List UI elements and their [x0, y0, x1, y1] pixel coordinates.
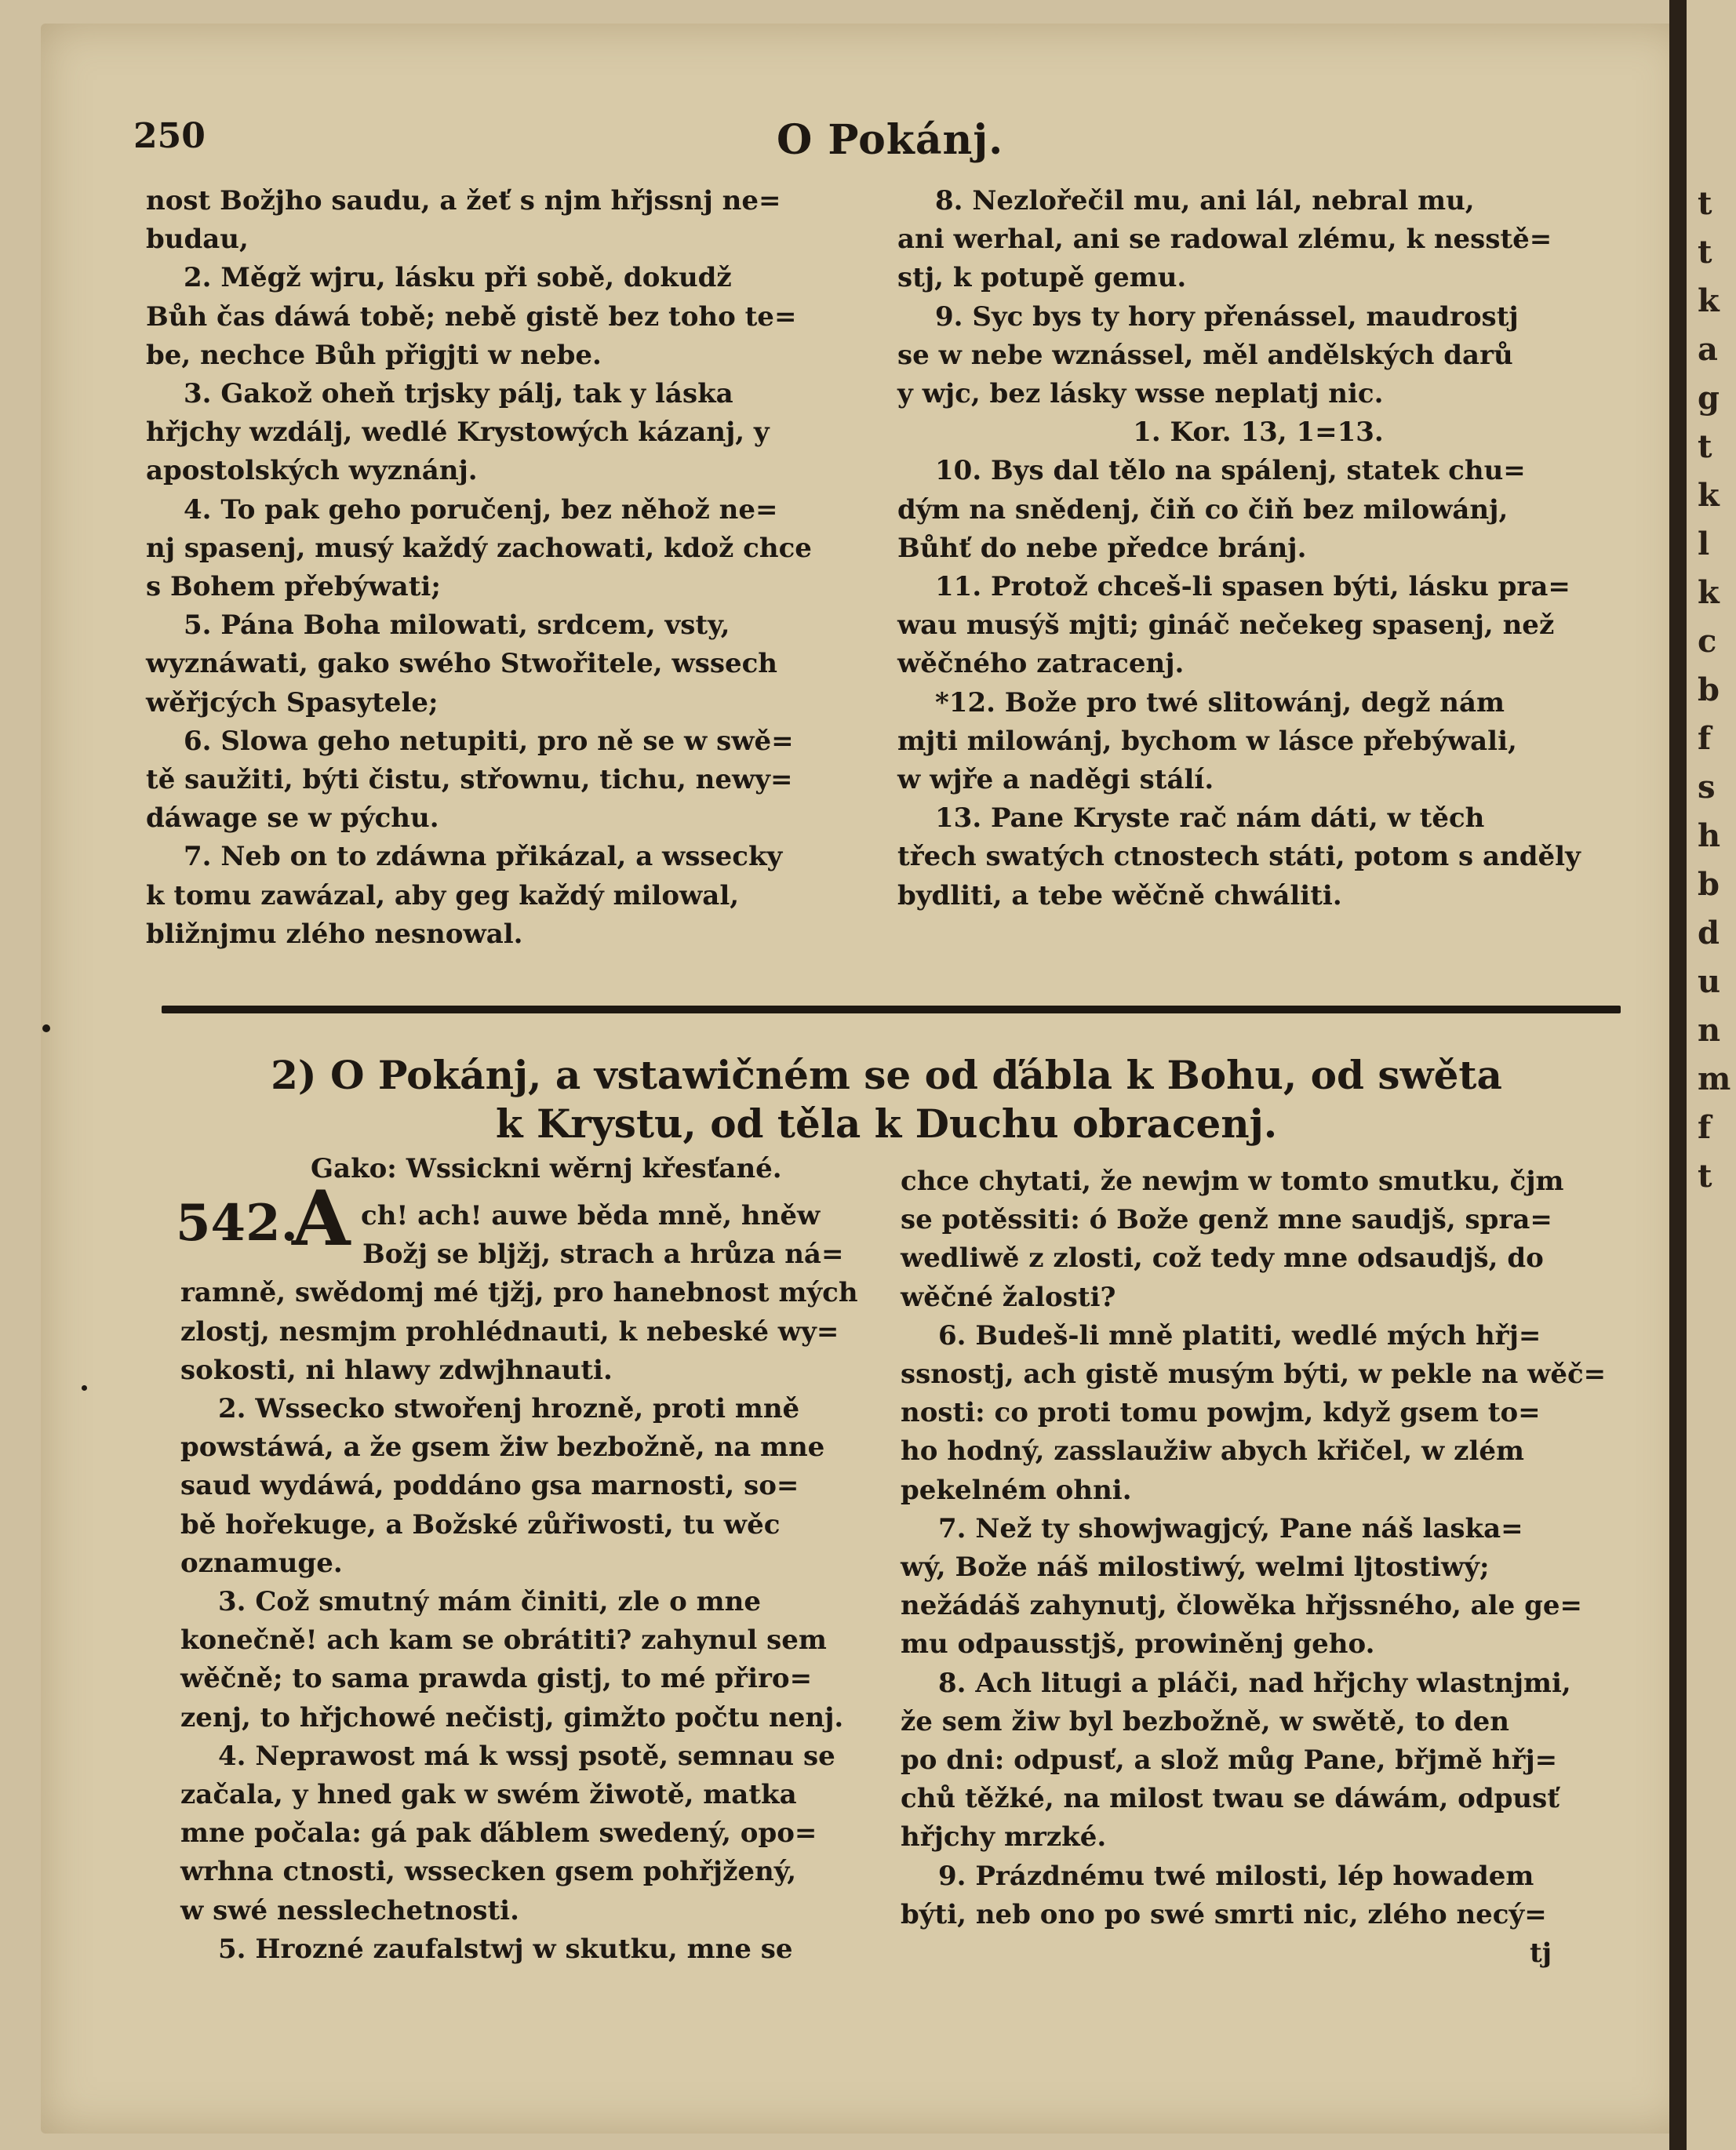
text-line: sokosti, ni hlawy zdwjhnauti.	[180, 1354, 613, 1386]
text-line: Božj se bljžj, strach a hrůza ná=	[362, 1239, 844, 1271]
text-line: saud wydáwá, poddáno gsa marnosti, so=	[180, 1470, 799, 1502]
section-title	[157, 1051, 1616, 1148]
text-line: wěřjcých Spasytele;	[146, 686, 439, 718]
text-line: 2. Wssecko stwořenj hrozně, proti mně	[218, 1393, 800, 1425]
margin-dot	[82, 1385, 87, 1391]
text-line: 11. Protož chceš-li spasen býti, lásku pra=	[935, 571, 1570, 603]
text-line: ho hodný, zasslaužiw abych křičel, w zlém	[901, 1435, 1524, 1468]
text-line: mne počala: gá pak ďáblem swedený, opo=	[180, 1817, 817, 1850]
text-line: nosti: co proti tomu powjm, když gsem to=	[901, 1397, 1541, 1429]
next-page-fragment: u	[1698, 963, 1721, 1000]
book-gutter	[1669, 0, 1687, 2150]
text-line: wedliwě z zlosti, což tedy mne odsaudjš, do	[901, 1242, 1544, 1275]
text-line: 13. Pane Kryste rač nám dáti, w těch	[935, 802, 1485, 835]
text-line: wyznáwati, gako swého Stwořitele, wssech	[146, 648, 778, 680]
drop-cap: A	[292, 1174, 351, 1263]
melody-reference: Gako: Wssickni wěrnj křesťané.	[311, 1153, 782, 1184]
text-line: Bůhť do nebe předce bránj.	[897, 532, 1307, 564]
next-page-fragment: l	[1698, 526, 1710, 562]
text-line: 2. Měgž wjru, lásku při sobě, dokudž	[184, 262, 732, 294]
text-line: se potěssiti: ó Bože genž mne saudjš, spra=	[901, 1204, 1552, 1236]
text-line: w swé nesslechetnosti.	[180, 1894, 519, 1926]
text-line: tj	[1529, 1937, 1552, 1970]
text-line: 10. Bys dal tělo na spálenj, statek chu=	[935, 455, 1526, 487]
running-title: O Pokánj.	[777, 116, 1004, 164]
page-header	[133, 116, 1624, 171]
text-line: hřjchy wzdálj, wedlé Krystowých kázanj, y	[146, 417, 770, 449]
next-page-fragment: t	[1698, 1158, 1712, 1195]
next-page-edge	[1687, 0, 1736, 2150]
text-line: konečně! ach kam se obrátiti? zahynul sem	[180, 1624, 827, 1657]
text-line: 8. Nezlořečil mu, ani lál, nebral mu,	[935, 185, 1475, 216]
margin-dot	[42, 1024, 50, 1032]
text-line: 6. Budeš-li mně platiti, wedlé mých hřj=	[938, 1319, 1541, 1351]
next-page-fragment: k	[1698, 282, 1720, 319]
section-title-line-1: 2) O Pokánj, a vstawičném se od ďábla k Bohu, od swěta	[271, 1052, 1502, 1098]
next-page-fragment: t	[1698, 428, 1712, 465]
text-line: začala, y hned gak w swém žiwotě, matka	[180, 1779, 797, 1811]
next-page-fragment: g	[1698, 380, 1720, 417]
text-line: powstáwá, a že gsem žiw bezbožně, na mne	[180, 1432, 825, 1464]
text-line: ramně, swědomj mé tjžj, pro hanebnost mých	[180, 1277, 858, 1309]
text-line: wrhna ctnosti, wssecken gsem pohřjžený,	[180, 1856, 797, 1888]
text-line: 9. Syc bys ty hory přenássel, maudrostj	[935, 300, 1519, 333]
text-line: 9. Prázdnému twé milosti, lép howadem	[938, 1860, 1534, 1892]
text-line: 7. Než ty showjwagjcý, Pane náš laska=	[938, 1512, 1523, 1544]
hymn-number: 542.	[176, 1194, 298, 1253]
next-page-fragment: s	[1698, 769, 1716, 806]
text-line: nost Božjho saudu, a žeť s njm hřjssnj ne=	[146, 185, 781, 216]
bottom-left-column	[180, 1197, 879, 1969]
text-line: wěčně; to sama prawda gistj, to mé přiro=	[180, 1663, 813, 1695]
next-page-fragment: f	[1698, 720, 1712, 757]
text-line: w wjře a naděgi stálí.	[897, 764, 1214, 796]
text-line: 3. Gakož oheň trjsky pálj, tak y láska	[184, 378, 733, 410]
text-line: wěčné žalosti?	[901, 1281, 1116, 1313]
next-page-fragment: k	[1698, 477, 1720, 514]
text-line: y wjc, bez lásky wsse neplatj nic.	[897, 378, 1384, 410]
text-line: třech swatých ctnostech státi, potom s anděly	[897, 841, 1581, 873]
text-line: 4. To pak geho poručenj, bez něhož ne=	[184, 493, 778, 526]
text-line: dým na snědenj, čiň co čiň bez milowánj,	[897, 493, 1509, 526]
top-right-column	[897, 182, 1619, 915]
text-line: býti, neb ono po swé smrti nic, zlého necý=	[901, 1898, 1547, 1930]
next-page-fragment: t	[1698, 185, 1712, 222]
text-line: dáwage se w pýchu.	[146, 802, 439, 835]
bottom-right-column	[901, 1162, 1607, 1973]
top-left-column	[146, 182, 868, 954]
page-number: 250	[133, 116, 206, 156]
text-line: ani werhal, ani se radowal zlému, k nesstě=	[897, 224, 1552, 256]
text-line: 1. Kor. 13, 1=13.	[1133, 417, 1384, 449]
next-page-fragment: k	[1698, 574, 1720, 611]
text-line: bě hořekuge, a Božské zůřiwosti, tu wěc	[180, 1508, 781, 1541]
text-line: mjti milowánj, bychom w lásce přebýwali,	[897, 725, 1517, 757]
section-title-line-2: k Krystu, od těla k Duchu obracenj.	[495, 1100, 1278, 1147]
text-line: nj spasenj, musý každý zachowati, kdož chce	[146, 532, 812, 564]
text-line: ch! ach! auwe běda mně, hněw	[361, 1200, 821, 1231]
text-line: oznamuge.	[180, 1547, 343, 1579]
text-line: že sem žiw byl bezbožně, w swětě, to den	[901, 1705, 1509, 1737]
next-page-fragment: h	[1698, 817, 1721, 854]
text-line: Bůh čas dáwá tobě; nebě gistě bez toho te=	[146, 300, 797, 333]
text-line: k tomu zawázal, aby geg každý milowal,	[146, 879, 740, 911]
text-line: hřjchy mrzké.	[901, 1821, 1107, 1854]
text-line: wau musýš mjti; gináč nečekeg spasenj, než	[897, 609, 1555, 642]
text-line: po dni: odpusť, a slož můg Pane, břjmě hřj=	[901, 1744, 1558, 1777]
text-line: apostolských wyznánj.	[146, 455, 478, 487]
text-line: se w nebe wznássel, měl andělských darů	[897, 339, 1513, 371]
text-line: 3. Což smutný mám činiti, zle o mne	[218, 1586, 761, 1618]
text-line: chce chytati, že newjm w tomto smutku, čjm	[901, 1166, 1564, 1197]
text-line: chů těžké, na milost twau se dáwám, odpusť	[901, 1783, 1559, 1815]
text-line: budau,	[146, 224, 249, 256]
section-divider	[162, 1006, 1621, 1013]
text-line: 4. Neprawost má k wssj psotě, semnau se	[218, 1740, 835, 1772]
next-page-fragment: n	[1698, 1012, 1721, 1049]
next-page-fragment: t	[1698, 234, 1712, 271]
text-line: tě saužiti, býti čistu, střownu, tichu, newy=	[146, 764, 793, 796]
text-line: mu odpausstjš, prowiněnj geho.	[901, 1628, 1375, 1661]
text-line: zlostj, nesmjm prohlédnauti, k nebeské wy=	[180, 1315, 839, 1348]
text-line: 5. Hrozné zaufalstwj w skutku, mne se	[218, 1933, 793, 1965]
text-line: pekelném ohni.	[901, 1474, 1132, 1506]
text-line: nežádáš zahynutj, člowěka hřjssného, ale ge=	[901, 1590, 1582, 1622]
next-page-fragment: c	[1698, 623, 1717, 660]
text-line: stj, k potupě gemu.	[897, 262, 1187, 294]
next-page-fragment: f	[1698, 1109, 1712, 1146]
next-page-fragment: b	[1698, 671, 1720, 708]
text-line: s Bohem přebýwati;	[146, 571, 441, 603]
text-line: 6. Slowa geho netupiti, pro ně se w swě=	[184, 725, 794, 757]
text-line: bližnjmu zlého nesnowal.	[146, 918, 523, 950]
text-line: *12. Bože pro twé slitowánj, degž nám	[935, 686, 1505, 718]
text-line: be, nechce Bůh přigjti w nebe.	[146, 339, 602, 371]
next-page-fragment: b	[1698, 866, 1720, 903]
text-line: ssnostj, ach gistě musým býti, w pekle na wěč=	[901, 1359, 1607, 1391]
text-line: 5. Pána Boha milowati, srdcem, vsty,	[184, 609, 730, 642]
text-line: zenj, to hřjchowé nečistj, gimžto počtu nenj.	[180, 1701, 844, 1733]
text-line: 8. Ach litugi a pláči, nad hřjchy wlastnjmi,	[938, 1667, 1571, 1699]
next-page-fragment: d	[1698, 915, 1720, 951]
text-line: 7. Neb on to zdáwna přikázal, a wssecky	[184, 841, 783, 873]
text-line: wý, Bože náš milostiwý, welmi ljtostiwý;	[901, 1552, 1490, 1584]
next-page-fragment: m	[1698, 1060, 1731, 1097]
text-line: wěčného zatracenj.	[897, 648, 1185, 680]
next-page-fragment: a	[1698, 331, 1718, 368]
text-line: bydliti, a tebe wěčně chwáliti.	[897, 879, 1342, 911]
